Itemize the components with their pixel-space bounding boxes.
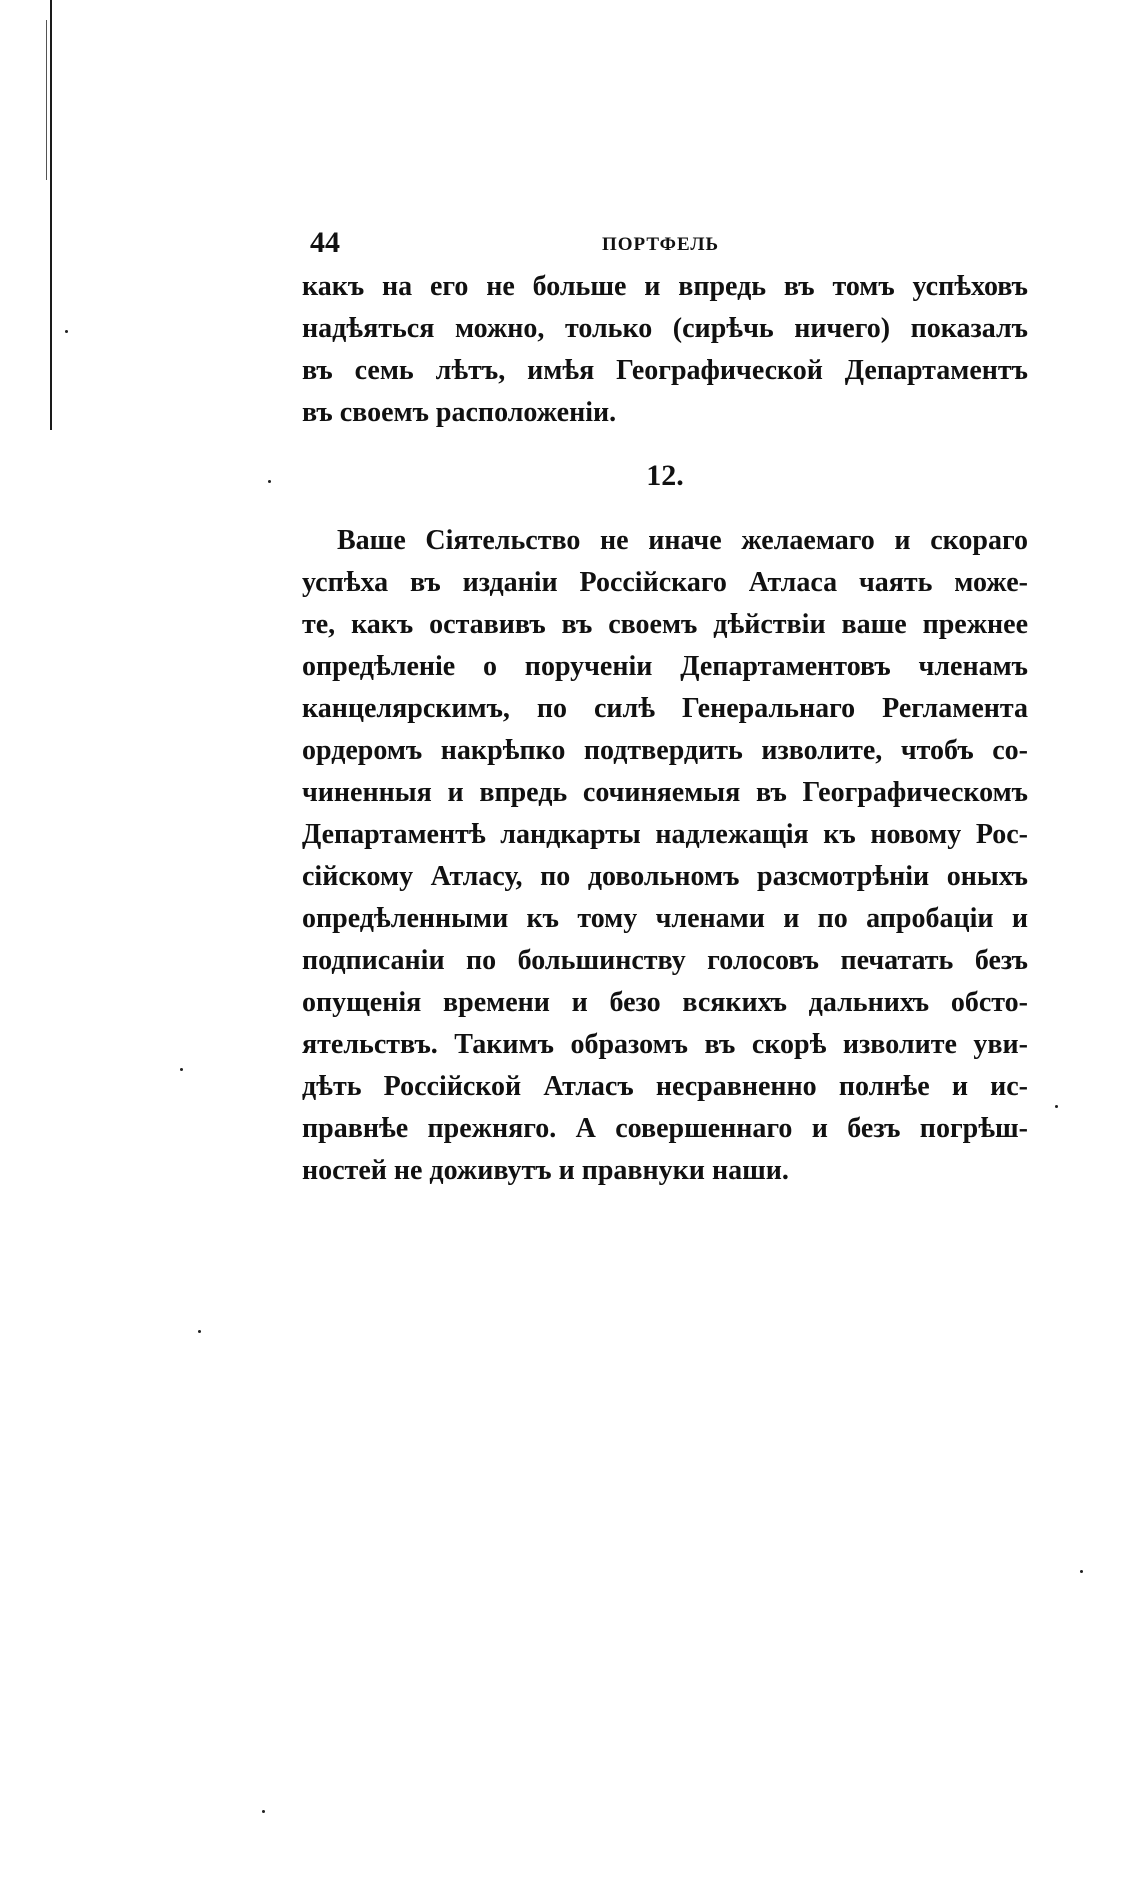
text-line: въ семь лѣтъ, имѣя Географической Департаментъ — [302, 355, 1028, 386]
text-line: канцелярскимъ, по силѣ Генеральнаго Регламента — [302, 693, 1028, 724]
scan-speck — [180, 1068, 183, 1071]
page-number: 44 — [310, 226, 340, 259]
text-line: те, какъ оставивъ въ своемъ дѣйствіи ваше прежнее — [302, 609, 1028, 640]
text-line: какъ на его не больше и впредь въ томъ успѣховъ — [302, 271, 1028, 302]
scan-speck — [1055, 1105, 1058, 1108]
text-line: опредѣленіе о порученіи Департаментовъ членамъ — [302, 651, 1028, 682]
text-line: надѣяться можно, только (сирѣчь ничего) показалъ — [302, 313, 1028, 344]
scan-speck — [262, 1810, 265, 1813]
running-head — [302, 226, 1028, 266]
scan-speck — [65, 330, 68, 333]
book-page — [302, 226, 1028, 1192]
text-line: сійскому Атласу, по довольномъ разсмотрѣніи оныхъ — [302, 861, 1028, 892]
scan-speck — [198, 1330, 201, 1333]
text-line: ностей не доживутъ и правнуки наши. — [302, 1155, 789, 1186]
text-line: правнѣе прежняго. А совершеннаго и безъ погрѣш- — [302, 1113, 1028, 1144]
text-line: успѣха въ изданіи Россійскаго Атласа чаять може- — [302, 567, 1028, 598]
text-line: опредѣленными къ тому членами и по апробаціи и — [302, 903, 1028, 934]
text-line: ятельствъ. Такимъ образомъ въ скорѣ изволите уви- — [302, 1029, 1028, 1060]
text-line: опущенія времени и безо всякихъ дальнихъ обсто- — [302, 987, 1028, 1018]
scan-binding-edge-thin — [46, 20, 47, 180]
text-line: дѣть Россійской Атласъ несравненно полнѣе и ис- — [302, 1071, 1028, 1102]
text-line: ордеромъ накрѣпко подтвердить изволите, чтобъ со- — [302, 735, 1028, 766]
text-line: подписаніи по большинству голосовъ печатать безъ — [302, 945, 1028, 976]
scan-binding-edge — [50, 0, 52, 430]
scan-speck — [1080, 1570, 1083, 1573]
text-line: чиненныя и впредь сочиняемыя въ Географическомъ — [302, 777, 1028, 808]
text-line: въ своемъ расположеніи. — [302, 397, 617, 428]
text-line: Ваше Сіятельство не иначе желаемаго и скораго — [337, 525, 1028, 556]
section-number: 12. — [646, 459, 684, 492]
continuation-paragraph — [302, 266, 1028, 434]
running-title: ПОРТФЕЛЬ — [602, 234, 720, 255]
text-line: Департаментѣ ландкарты надлежащія къ новому Рос- — [302, 819, 1028, 850]
section-paragraph — [302, 520, 1028, 1192]
scan-speck — [268, 480, 271, 483]
